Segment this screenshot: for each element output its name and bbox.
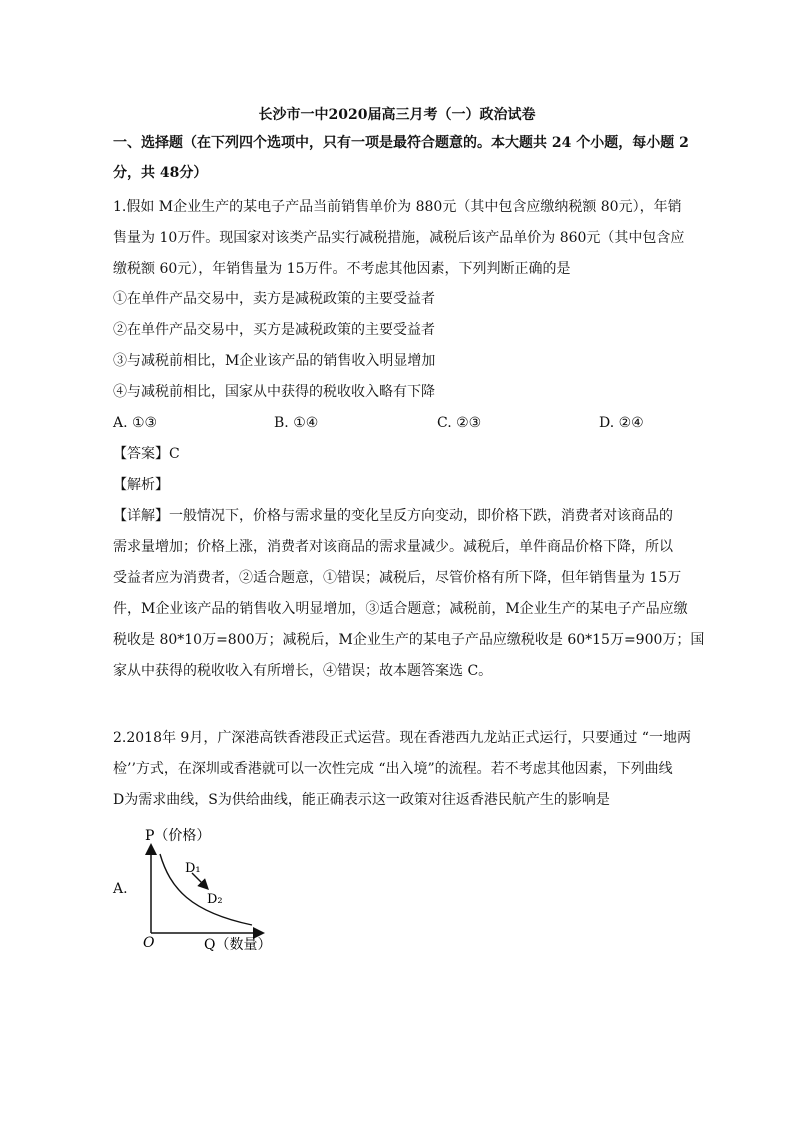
q1-statement-2: ②在单件产品交易中，买方是减税政策的主要受益者 — [113, 322, 435, 338]
q1-answer: 【答案】C — [113, 446, 180, 462]
demand-curve-chart — [134, 826, 284, 956]
q1-statement-4: ④与减税前相比，国家从中获得的税收收入略有下降 — [113, 384, 435, 400]
q2-stem-line-2: 检’’方式，在深圳或香港就可以一次性完成 “出入境”的流程。若不考虑其他因素，下列曲线 — [113, 761, 673, 777]
q1-detail-line-4: 件，M企业该产品的销售收入明显增加，③适合题意；减税前，M企业生产的某电子产品应缴 — [113, 601, 688, 617]
q1-statement-3: ③与减税前相比，M企业该产品的销售收入明显增加 — [113, 353, 436, 369]
section-heading-line-1: 一、选择题（在下列四个选项中，只有一项是最符合题意的。本大题共 24 个小题，每小题 2 — [113, 135, 689, 151]
q2-stem-line-3: D为需求曲线，S为供给曲线，能正确表示这一政策对往返香港民航产生的影响是 — [113, 792, 610, 808]
y-axis-label: P（价格） — [145, 828, 211, 844]
q1-statement-1: ①在单件产品交易中，卖方是减税政策的主要受益者 — [113, 291, 435, 307]
q1-detail-line-1: 【详解】一般情况下，价格与需求量的变化呈反方向变动，即价格下跌，消费者对该商品的 — [113, 508, 673, 524]
curve-label-d2: D₂ — [207, 892, 223, 907]
q1-stem-line-1: 1.假如 M企业生产的某电子产品当前销售单价为 880元（其中包含应缴纳税额 80元），年销 — [113, 199, 682, 215]
q1-detail-line-6: 家从中获得的税收收入有所增长，④错误；故本题答案选 C。 — [113, 663, 493, 679]
q2-stem-line-1: 2.2018年 9月，广深港高铁香港段正式运营。现在香港西九龙站正式运行，只要通过 “一地两 — [113, 730, 691, 746]
curve-label-d1: D₁ — [185, 861, 201, 876]
section-heading-line-2: 分，共 48分） — [113, 165, 208, 181]
q2-option-a-label: A. — [113, 881, 128, 897]
q1-option-d: D. ②④ — [599, 415, 644, 431]
q1-option-b: B. ①④ — [274, 415, 319, 431]
q1-option-a: A. ①③ — [113, 415, 158, 431]
q1-analysis-label: 【解析】 — [113, 477, 169, 493]
origin-label: O — [143, 935, 155, 951]
q1-stem-line-3: 缴税额 60元），年销售量为 15万件。不考虑其他因素，下列判断正确的是 — [113, 261, 571, 277]
exam-title: 长沙市一中2020届高三月考（一）政治试卷 — [258, 107, 536, 123]
q1-option-c: C. ②③ — [437, 415, 482, 431]
q1-stem-line-2: 售量为 10万件。现国家对该类产品实行减税措施，减税后该产品单价为 860元（其中包含应 — [113, 230, 685, 246]
demand-curve — [160, 854, 252, 925]
q1-detail-line-2: 需求量增加；价格上涨，消费者对该商品的需求量减少。减税后，单件商品价格下降，所以 — [113, 539, 673, 555]
x-axis-label: Q（数量） — [204, 937, 272, 953]
q1-detail-line-5: 税收是 80*10万=800万；减税后，M企业生产的某电子产品应缴税收是 60*15万=900万；国 — [113, 632, 705, 648]
q1-detail-line-3: 受益者应为消费者，②适合题意，①错误；减税后，尽管价格有所下降，但年销售量为 15万 — [113, 570, 682, 586]
